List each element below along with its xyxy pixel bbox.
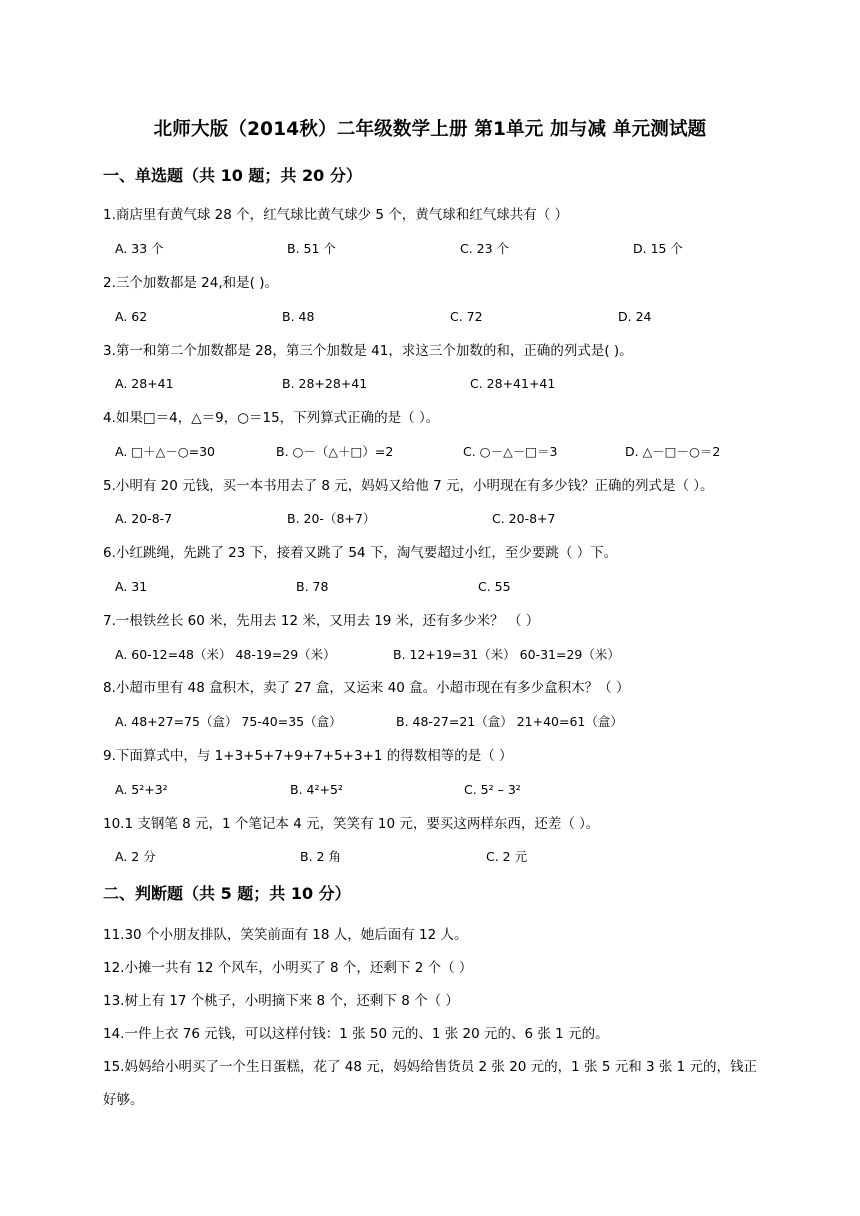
question-4-options	[0, 443, 860, 461]
option: B. 51 个	[287, 241, 336, 256]
question-10: 10.1 支钢笔 8 元，1 个笔记本 4 元，笑笑有 10 元，要买这两样东西，还差（ ）。	[103, 816, 600, 832]
question-6: 6.小红跳绳，先跳了 23 下，接着又跳了 54 下，淘气要超过小红，至少要跳（ ）下。	[103, 545, 618, 561]
document-title: 北师大版（2014秋）二年级数学上册 第1单元 加与减 单元测试题	[153, 119, 707, 140]
option: B. 12+19=31（米） 60-31=29（米）	[393, 647, 620, 662]
option: A. 62	[115, 309, 148, 324]
question-5-options	[0, 510, 860, 528]
option: B. 28+28+41	[282, 376, 368, 391]
option: B. 2 角	[300, 849, 341, 864]
option: B. 48-27=21（盒） 21+40=61（盒）	[396, 714, 623, 729]
option: C. 55	[478, 579, 511, 594]
option: D. 15 个	[633, 241, 683, 256]
question-14: 14.一件上衣 76 元钱，可以这样付钱：1 张 50 元的、1 张 20 元的、6 张 1 元的。	[103, 1026, 609, 1042]
section-heading-true-false: 二、判断题（共 5 题；共 10 分）	[103, 884, 351, 903]
option: B. 78	[296, 579, 329, 594]
question-3: 3.第一和第二个加数都是 28，第三个加数是 41，求这三个加数的和，正确的列式是( )。	[103, 343, 633, 359]
option: A. 20-8-7	[115, 511, 173, 526]
question-13: 13.树上有 17 个桃子，小明摘下来 8 个，还剩下 8 个（ ）	[103, 993, 459, 1009]
option: C. 23 个	[460, 241, 510, 256]
option: A. 31	[115, 579, 148, 594]
question-1: 1.商店里有黄气球 28 个，红气球比黄气球少 5 个，黄气球和红气球共有（ ）	[103, 207, 569, 223]
option: A. 48+27=75（盒） 75-40=35（盒）	[115, 714, 342, 729]
option: A. 2 分	[115, 849, 156, 864]
option: B. 48	[282, 309, 315, 324]
option: C. 28+41+41	[470, 376, 556, 391]
option: D. △－□－○＝2	[625, 444, 721, 459]
question-7-options	[0, 646, 860, 664]
question-6-options	[0, 578, 860, 596]
question-12: 12.小摊一共有 12 个风车，小明买了 8 个，还剩下 2 个（ ）	[103, 960, 473, 976]
option: D. 24	[618, 309, 652, 324]
question-9-options	[0, 781, 860, 799]
section-heading-single-choice: 一、单选题（共 10 题；共 20 分）	[103, 166, 362, 185]
question-2: 2.三个加数都是 24,和是( )。	[103, 275, 278, 291]
option: C. ○－△－□＝3	[463, 444, 558, 459]
question-9: 9.下面算式中，与 1+3+5+7+9+7+5+3+1 的得数相等的是（ ）	[103, 748, 513, 764]
question-3-options	[0, 375, 860, 393]
question-2-options	[0, 308, 860, 326]
question-11: 11.30 个小朋友排队，笑笑前面有 18 人，她后面有 12 人。	[103, 927, 468, 943]
option: A. 33 个	[115, 241, 164, 256]
option: B. ○－（△＋□）=2	[276, 444, 394, 459]
question-8: 8.小超市里有 48 盒积木，卖了 27 盒，又运来 40 盒。小超市现在有多少盒积木？（ ）	[103, 680, 630, 696]
question-15: 15.妈妈给小明买了一个生日蛋糕，花了 48 元，妈妈给售货员 2 张 20 元的，1 张 5 元和 3 张 1 元的，钱正好够。	[103, 1059, 758, 1108]
question-7: 7.一根铁丝长 60 米，先用去 12 米，又用去 19 米，还有多少米？ （ ）	[103, 613, 540, 629]
question-5: 5.小明有 20 元钱，买一本书用去了 8 元，妈妈又给他 7 元，小明现在有多少钱？正确的列式是（ ）。	[103, 478, 714, 494]
question-4: 4.如果□＝4，△＝9，○＝15，下列算式正确的是（ ）。	[103, 410, 440, 426]
option: A. 60-12=48（米） 48-19=29（米）	[115, 647, 336, 662]
option: A. □＋△－○=30	[115, 444, 215, 459]
option: B. 20-（8+7）	[287, 511, 376, 526]
question-10-options	[0, 848, 860, 866]
option: C. 5² – 3²	[464, 782, 521, 797]
option: C. 2 元	[486, 849, 528, 864]
option: A. 28+41	[115, 376, 174, 391]
option: A. 5²+3²	[115, 782, 168, 797]
option: C. 72	[450, 309, 483, 324]
option: C. 20-8+7	[492, 511, 556, 526]
question-8-options	[0, 713, 860, 731]
question-1-options	[0, 240, 860, 258]
option: B. 4²+5²	[290, 782, 343, 797]
